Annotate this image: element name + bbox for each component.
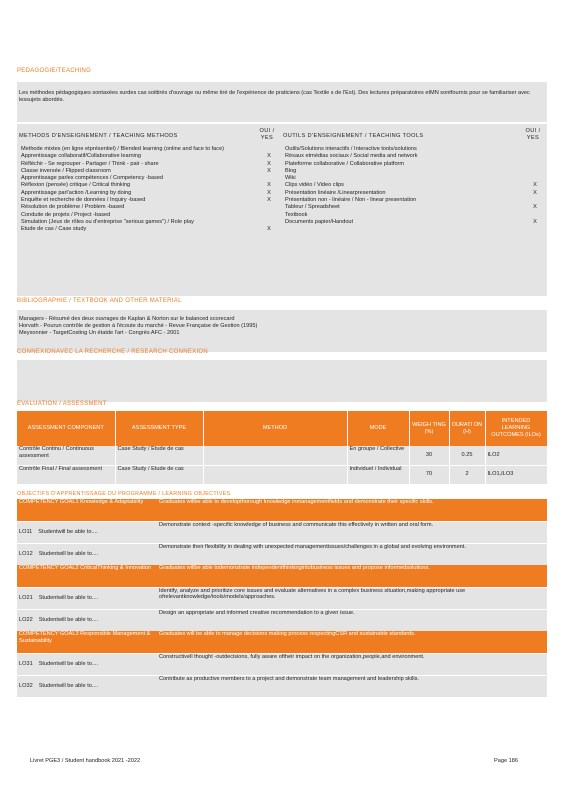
lo-lead: Studentwill be able to.... [38,682,99,689]
pedagogie-text: Les méthodes pédagogiques sontaxées surdes cas soittirés d'ouvrage ou même tiré de l'expérience de praticiens (cas Textile s de l'Est). Des lectures préparatoires etMN sontfournis pour se familiariser avec lessujets abordés. [19,90,530,103]
method-label: Classe inversée / Flipped classroom [21,167,111,174]
learning-outcome-code [17,543,157,565]
tool-label: Blog [285,167,297,174]
method-mark: X [267,160,271,167]
tool-mark: X [533,182,537,189]
method-label: Etude de cas / Case study [21,226,87,233]
method-mark [255,204,283,211]
tool-row [283,146,549,153]
col-component: ASSESSMENT COMPONENT [17,411,115,446]
tool-row [283,182,549,189]
method-row [19,190,283,197]
learning-outcome-row [17,609,547,631]
cell-type: Case Study / Etude de cas [115,446,203,465]
method-mark [255,146,283,153]
method-label: Réflexion (pensée) critique / Critical thinking [21,182,131,189]
method-label: Apprentissage parl'action /Learning by doing [21,189,132,196]
learning-outcome-row [17,587,547,609]
lo-lead: Studentwill be able to.... [38,594,99,601]
connexion-block [17,360,547,402]
method-label: Simulation (Jeux de rôles ou d'entreprise "serious games") / Role play [21,218,194,225]
learning-outcome-row [17,543,547,565]
lo-code: LO22 [19,616,33,623]
tool-row [283,175,549,182]
cell-method [203,446,347,465]
learning-outcome-text: Contribute as productive members to a project and demonstrate team management and leadership skills. [159,675,419,682]
tool-row [283,212,549,219]
objectives-block [17,499,547,697]
tools-yes-header: OUI / YES [525,128,541,141]
cell-ilo: ILO1,ILO3 [485,465,547,484]
tool-mark [521,212,549,219]
methods-list [19,146,283,234]
learning-outcome-text: Demonstrate their flexibility in dealing with unexpected managementissues/challenges in a global and evolving environment. [159,543,466,550]
tool-mark [521,175,549,182]
competency-goal-row [17,565,547,587]
lo-code: LO21 [19,594,33,601]
method-mark [255,212,283,219]
learning-outcome-row [17,653,547,675]
tool-label: Présentation linéaire /Linearpresentation [285,189,386,196]
method-mark [255,175,283,182]
methods-table-block [17,124,547,296]
tool-mark: X [533,189,537,196]
learning-outcome-text: Demonstrate context -specific knowledge of business and communicate this effectively in written and oral form. [159,521,434,528]
learning-outcome-row [17,521,547,543]
evaluation-title: EVALUATION / ASSESSMENT [17,401,107,407]
tool-label: Outils/Solutions interactifs / Interactive tools/solutions [285,146,417,152]
method-mark: X [267,226,271,233]
method-row [19,146,283,153]
tool-row [283,219,549,226]
method-row [19,197,283,204]
objectives-title: OBJECTIFS D'APPRENTISSAGE DU PROGRAMME / LEARNING OBJECTIVES [17,491,231,497]
method-row [19,204,283,211]
tool-row [283,204,549,211]
col-weighting: WEIGH TING (%) [409,411,449,446]
cell-weighting: 70 [409,465,449,484]
bibliographie-line: Horvath - Pourun contrôle de gestion à l'écoute du marché - Revue Française de Gestion (1995) [19,322,258,329]
tool-mark [521,146,549,153]
method-mark: X [267,167,271,174]
method-label: Methode mixtes (en ligne etprésentiel) / Blended learning (online and face to face) [21,146,225,152]
method-label: Conduite de projets / Project -based [21,211,111,218]
bibliographie-title: BIBLIOGRAPHIE / TEXTBOOK AND OTHER MATERIAL [17,298,182,304]
competency-goal-head: COMPETENCY GOAL3 Responsible Management & Sustainability [19,631,151,644]
method-mark: X [267,182,271,189]
learning-outcome-text: Constructivell thought -outdecisions, fully aware oftheir impact on the organization,people,and environment. [159,653,425,660]
cell-weighting: 30 [409,446,449,465]
learning-outcome-code [17,521,157,543]
tool-label: Documents papier/Handout [285,218,354,225]
method-label: Enquête et recherche de données / Inquiry -based [21,197,146,204]
tool-mark [521,161,549,168]
tool-label: Textbook [285,211,308,218]
cell-duration: 0.25 [449,446,485,465]
learning-outcome-text: Identify, analyze and prioritize core issues and evaluate alternatives in a complex business situation,making appropriate use ofrelevantknowledge/tools/models/approaches. [159,587,466,601]
tool-label: Wiki [285,175,296,182]
tools-list [283,146,549,226]
cell-type: Case Study / Etude de cas [115,465,203,484]
method-label: Réfléchir - Se regrouper - Partager / Think - pair - share [21,160,159,167]
tool-label: Tableur / Spreadsheet [285,204,340,211]
learning-outcome-row [17,675,547,697]
cell-duration: 2 [449,465,485,484]
cell-method [203,465,347,484]
col-method: METHOD [203,411,347,446]
tool-mark: X [533,204,537,211]
competency-goal-head: COMPETENCY GOAL2 CriticalThinking & Innovation [19,565,152,571]
pedagogie-title: PEDAGOGIE/TEACHING [17,68,92,74]
learning-outcome-code [17,609,157,631]
method-mark [255,219,283,226]
tool-mark [521,197,549,204]
footer-left: Livret PGE3 / Student handbook 2021 -2022 [30,758,141,764]
tool-mark: X [533,218,537,225]
pedagogie-text-block [17,82,547,122]
lo-lead: Studentwill be able to.... [38,660,99,667]
method-mark: X [267,153,271,160]
lo-lead: Studentwill be able to.... [38,550,99,557]
tool-row [283,168,549,175]
learning-outcome-code [17,675,157,697]
bibliographie-line: Meysonnier - TargetCosting Un étatde l'art - Congrès AFC - 2001 [19,329,180,336]
cell-mode: En groupe / Collective [347,446,409,465]
objectives-table [17,499,547,697]
method-row [19,212,283,219]
page-number: Page 186 [494,758,518,764]
tool-row [283,153,549,160]
methods-header: METHODS D'ENSEIGNEMENT / TEACHING METHODS [19,133,178,139]
tool-label: Clips vidéo / Video clips [285,182,344,189]
tool-label: Plateforme collaborative / Collaborative platform [285,160,405,167]
method-row [19,161,283,168]
lo-code: LO32 [19,682,33,689]
lo-lead: Studentwill be able to.... [38,616,99,623]
methods-table [17,124,547,234]
lo-lead: Studentwill be able to.... [38,528,98,535]
methods-yes-header: OUI / YES [259,128,275,141]
method-row [19,168,283,175]
method-row [19,226,283,233]
competency-goal-row [17,631,547,653]
lo-code: LO31 [19,660,33,667]
method-mark: X [267,197,271,204]
col-type: ASSESSMENT TYPE [115,411,203,446]
evaluation-table-block [17,411,547,484]
competency-goal-head: COMPETENCY GOAL1 Knowledge & Adaptability [19,499,144,505]
col-duration: DURATI ON (H) [449,411,485,446]
tool-row [283,161,549,168]
competency-goal-desc: Graduates willbe able todemonstrate independentthinkingintobusiness issues and propose informedsolutions. [159,565,430,571]
competency-goal-desc: Graduates will be able to manage decisions making process respectingCSR and sustainable standards. [159,631,416,637]
tool-mark [521,153,549,160]
cell-ilo: ILO2 [485,446,547,465]
tool-mark [521,168,549,175]
method-label: Apprentissage collaboratif/Collaborative learning [21,153,142,160]
tool-row [283,197,549,204]
bibliographie-block [17,310,547,352]
method-row [19,182,283,189]
learning-outcome-code [17,587,157,609]
col-mode: MODE [347,411,409,446]
evaluation-table [17,411,548,484]
table-row [17,465,547,484]
col-ilo: INTENDED LEARNING OUTCOMES (ILOs) [485,411,547,446]
cell-mode: Individuel / Individual [347,465,409,484]
learning-outcome-text: Design an appropriate and informed creative recommendation to a given issue. [159,609,355,616]
tools-header: OUTILS D'ENSEIGNEMENT / TEACHING TOOLS [283,133,424,139]
method-mark: X [267,189,271,196]
tool-label: Résaux etmédias sociaux / Social media and network [285,153,418,160]
method-row [19,175,283,182]
competency-goal-row [17,499,547,521]
method-label: Apprentissage parles compétences / Competency -based [21,175,164,182]
tool-label: Présentation non - linéaire / Non - linear presentation [285,197,417,204]
lo-code: LO11 [19,528,33,535]
bibliographie-line: Managers - Résumé des deux ouvrages de Kaplan & Norton sur le balanced scorecard [19,316,235,322]
method-label: Résolution de problème / Problem -based [21,204,125,211]
method-row [19,219,283,226]
competency-goal-desc: Graduates willbe able to developthorough knowledge inmanagementfields and demonstrate their specific skills. [159,499,434,505]
learning-outcome-code [17,653,157,675]
method-row [19,153,283,160]
table-row [17,446,547,465]
connexion-title: CONNEXIONAVEC LA RECHERCHE / RESEARCH CONNEXION [17,349,209,355]
lo-code: LO12 [19,550,33,557]
cell-component: Contrôle Final / Final assessment [17,465,115,484]
cell-component: Contrôle Continu / Continuous assessment [17,446,115,465]
tool-row [283,190,549,197]
